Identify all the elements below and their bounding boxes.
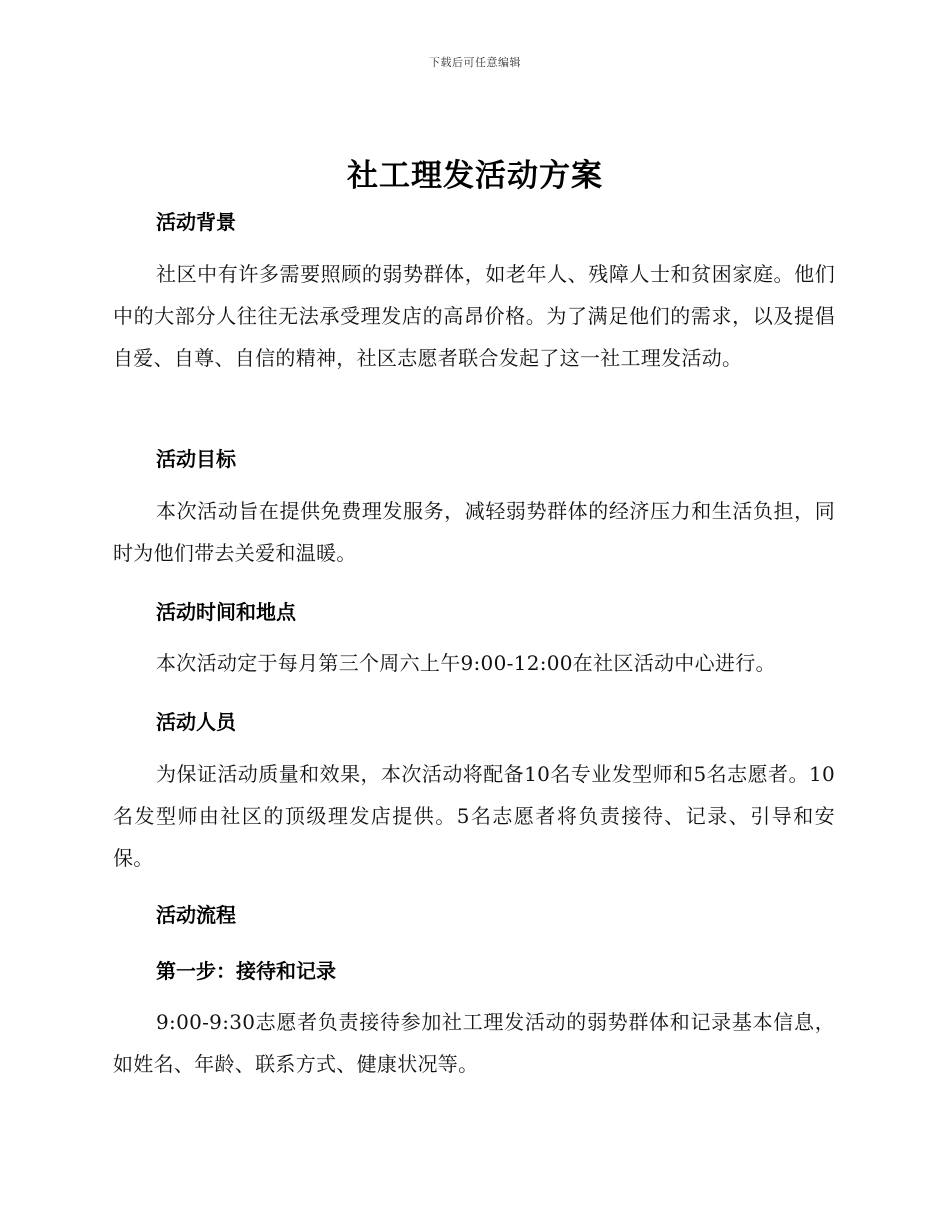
section-heading-background: 活动背景	[156, 210, 236, 234]
section-text-goal: 本次活动旨在提供免费理发服务，减轻弱势群体的经济压力和生活负担，同时为他们带去关爱和温暖。	[113, 499, 835, 565]
section-text-time-place: 本次活动定于每月第三个周六上午9:00-12:00在社区活动中心进行。	[156, 651, 776, 675]
section-heading-process: 活动流程	[156, 903, 236, 927]
section-text-background: 社区中有许多需要照顾的弱势群体，如老年人、残障人士和贫困家庭。他们中的大部分人往往无法承受理发店的高昂价格。为了满足他们的需求，以及提倡自爱、自尊、自信的精神，社区志愿者联合发起了这一社工理发活动。	[113, 262, 835, 370]
step-text-reception: 9:00-9:30志愿者负责接待参加社工理发活动的弱势群体和记录基本信息，如姓名、年龄、联系方式、健康状况等。	[113, 1010, 835, 1076]
header-note: 下载后可任意编辑	[429, 56, 521, 69]
section-heading-staff: 活动人员	[156, 710, 236, 734]
section-heading-time-place: 活动时间和地点	[156, 600, 296, 624]
document-title: 社工理发活动方案	[347, 158, 603, 194]
section-heading-goal: 活动目标	[156, 447, 236, 471]
step-heading-reception: 第一步：接待和记录	[156, 959, 336, 983]
section-text-staff: 为保证活动质量和效果，本次活动将配备10名专业发型师和5名志愿者。10名发型师由社区的顶级理发店提供。5名志愿者将负责接待、记录、引导和安保。	[113, 762, 835, 870]
